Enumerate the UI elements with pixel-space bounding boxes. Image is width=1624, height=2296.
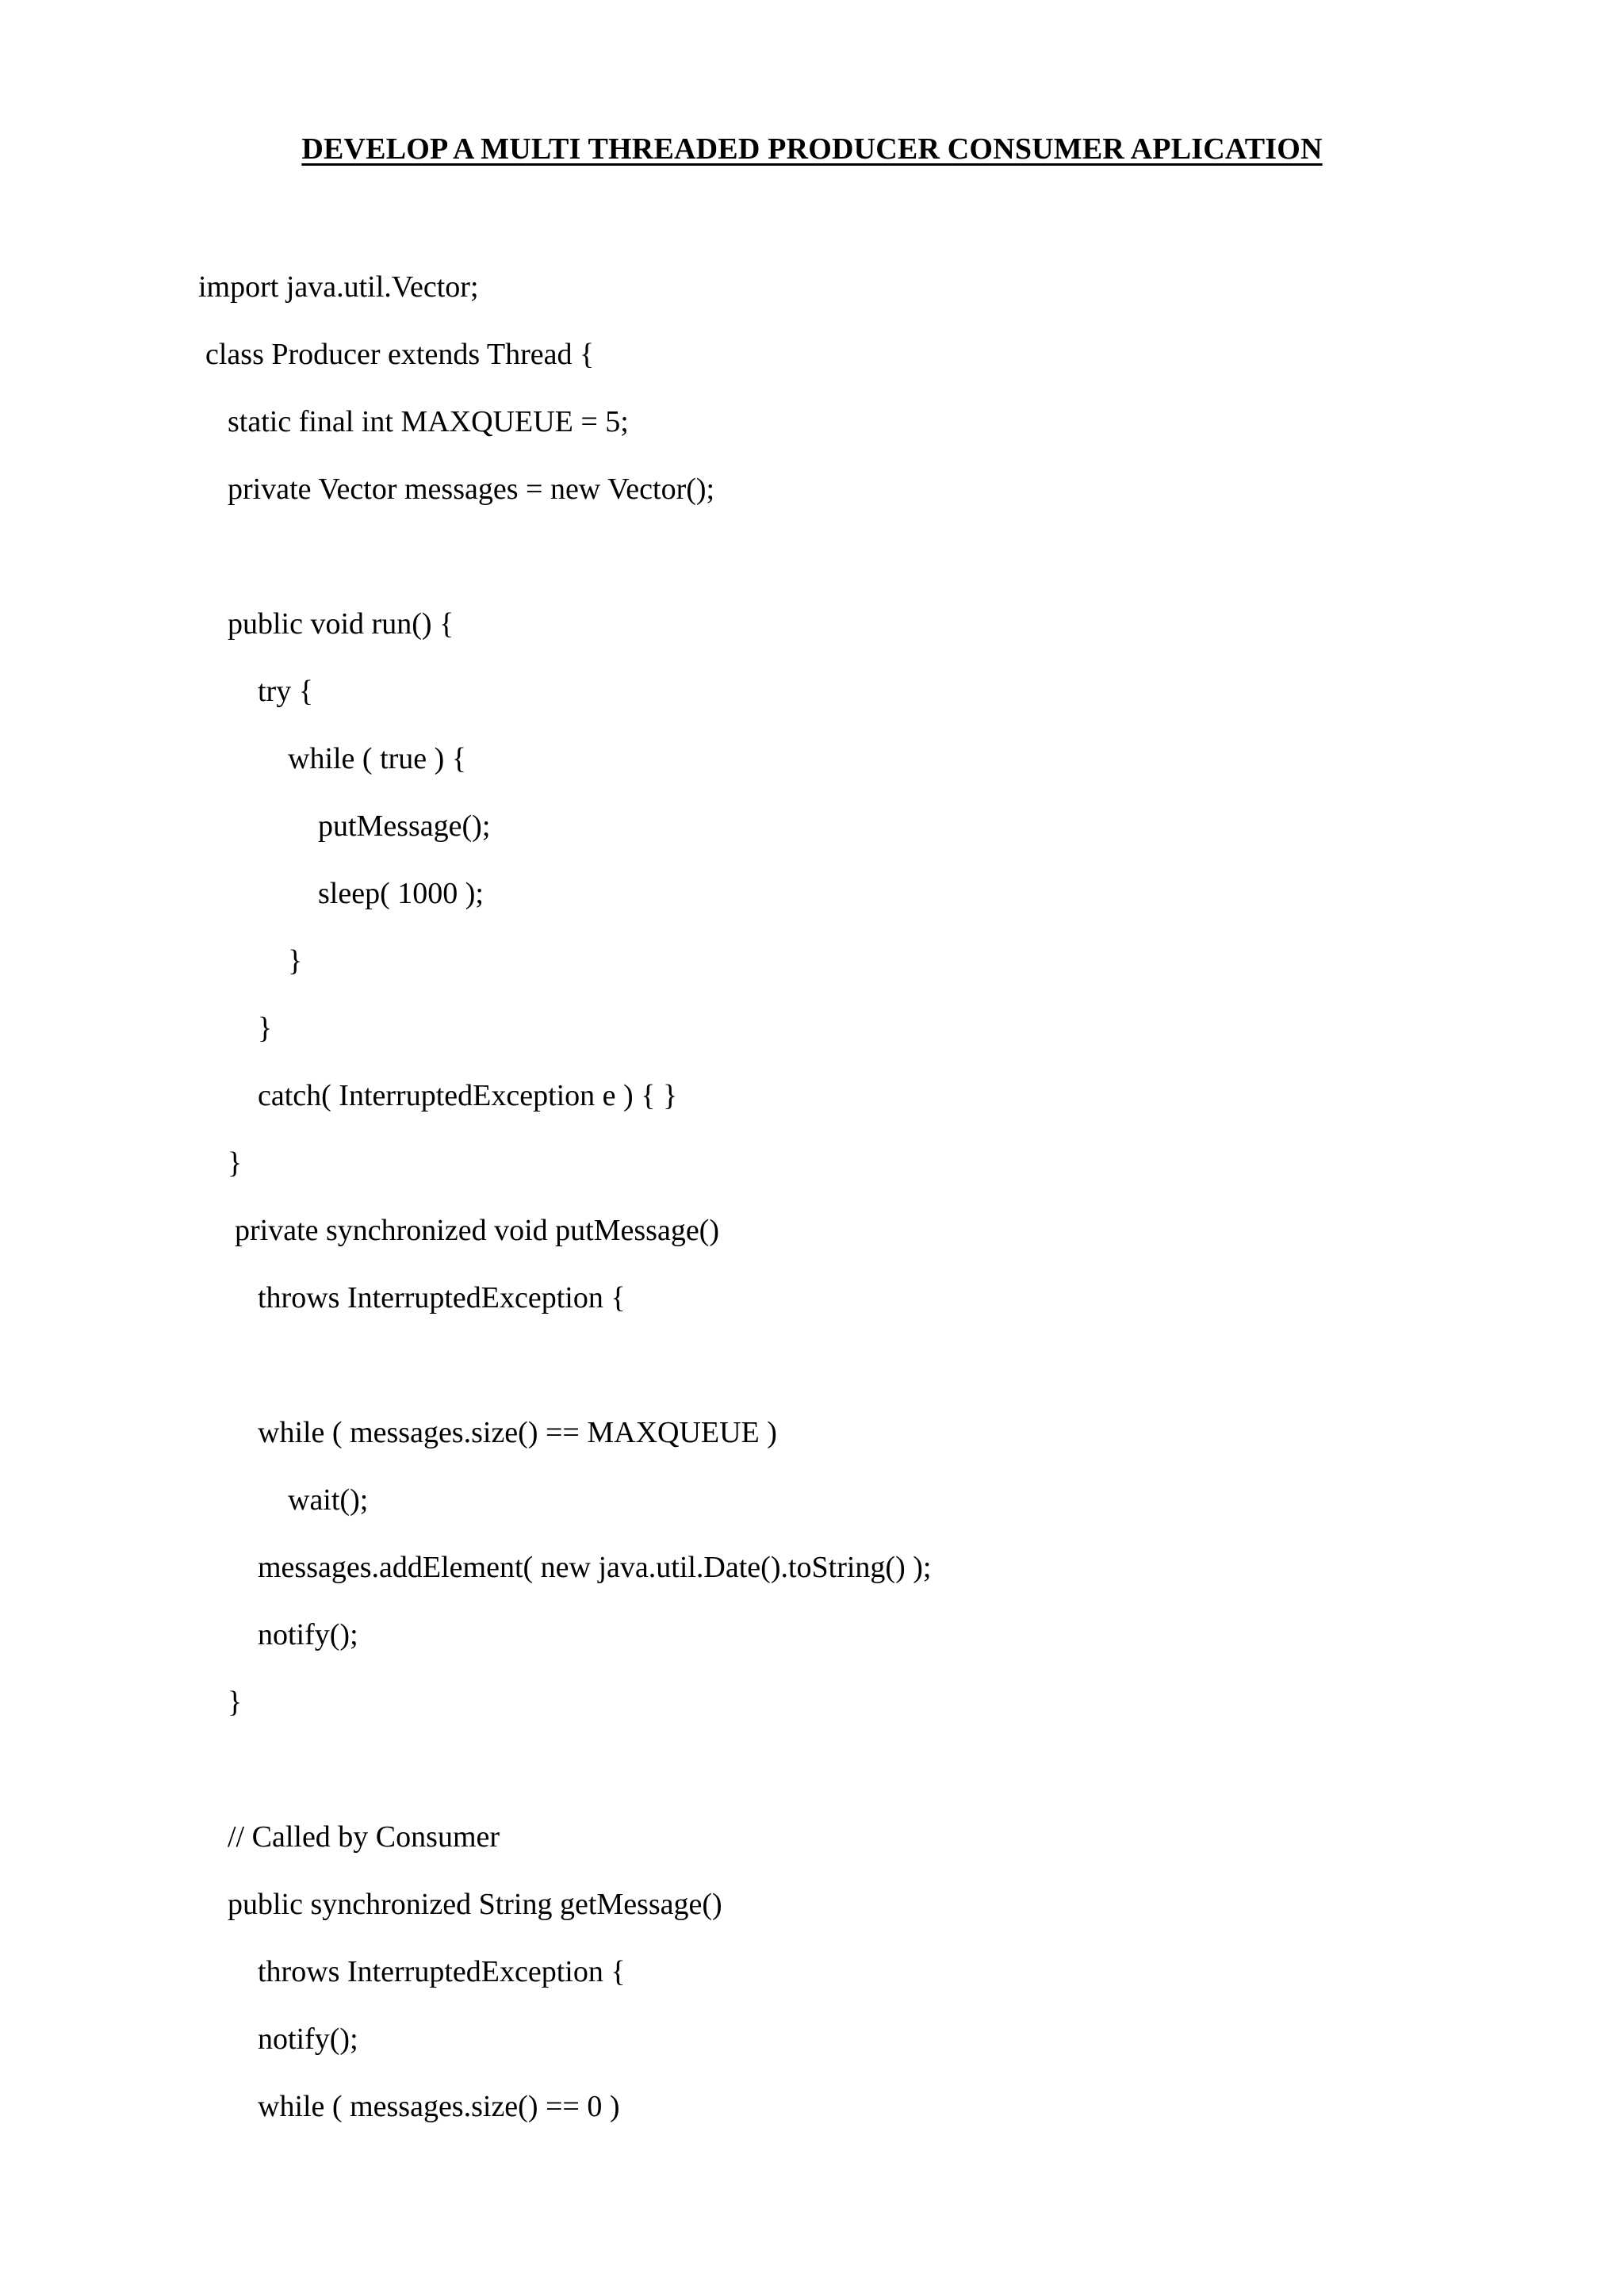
code-line: } <box>228 1686 243 1719</box>
code-line: notify(); <box>258 2022 358 2056</box>
code-line: try { <box>258 675 313 708</box>
code-line: while ( messages.size() == 0 ) <box>258 2090 620 2123</box>
code-line: } <box>288 944 303 978</box>
code-line: public void run() { <box>228 607 454 641</box>
code-line: wait(); <box>288 1483 369 1517</box>
code-line: class Producer extends Thread { <box>205 338 595 371</box>
code-line: putMessage(); <box>318 809 491 843</box>
code-line: } <box>258 1012 273 1045</box>
document-title: DEVELOP A MULTI THREADED PRODUCER CONSUMER APLICATION <box>301 132 1323 166</box>
code-line: notify(); <box>258 1618 358 1651</box>
code-line: import java.util.Vector; <box>198 270 479 304</box>
code-line: while ( messages.size() == MAXQUEUE ) <box>258 1416 777 1449</box>
code-line: sleep( 1000 ); <box>318 877 484 910</box>
code-line: throws InterruptedException { <box>258 1281 626 1314</box>
code-line: private synchronized void putMessage() <box>235 1214 719 1247</box>
code-line: catch( InterruptedException e ) { } <box>258 1079 678 1112</box>
code-line: throws InterruptedException { <box>258 1955 626 1988</box>
code-line: // Called by Consumer <box>228 1820 500 1854</box>
code-line: private Vector messages = new Vector(); <box>228 473 715 506</box>
code-line: messages.addElement( new java.util.Date().toString() ); <box>258 1551 932 1584</box>
code-line: public synchronized String getMessage() <box>228 1888 722 1921</box>
code-line: static final int MAXQUEUE = 5; <box>228 405 629 438</box>
code-line: } <box>228 1146 243 1180</box>
code-line: while ( true ) { <box>288 742 467 775</box>
